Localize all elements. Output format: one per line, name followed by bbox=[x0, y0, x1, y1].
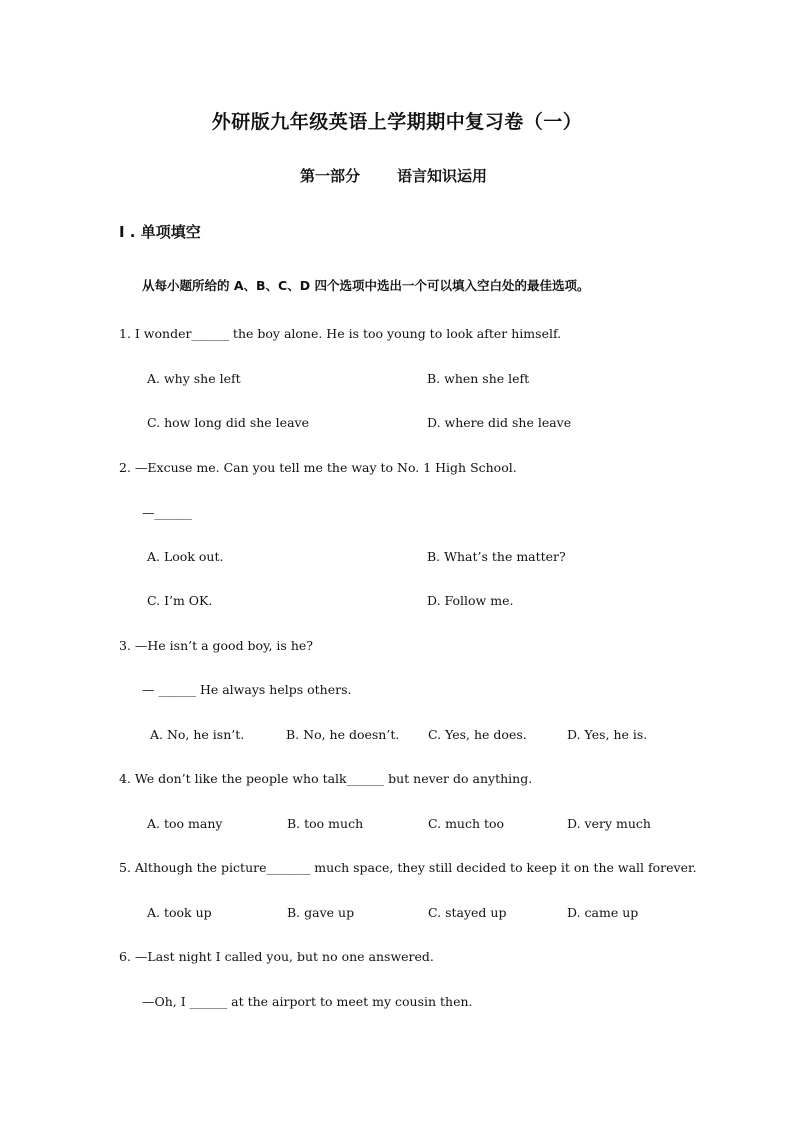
question-2-option-d: D. Follow me. bbox=[427, 593, 514, 608]
question-5-option-c: C. stayed up bbox=[428, 905, 507, 920]
question-6-reply: —Oh, I ______ at the airport to meet my cousin then. bbox=[142, 994, 473, 1009]
question-4-option-d: D. very much bbox=[567, 816, 651, 831]
question-1-option-c: C. how long did she leave bbox=[147, 415, 309, 430]
question-4-option-b: B. too much bbox=[287, 816, 364, 831]
part-number: 第一部分 bbox=[300, 167, 361, 185]
document-title: 外研版九年级英语上学期期中复习卷（一） bbox=[211, 111, 583, 133]
question-4-option-c: C. much too bbox=[428, 816, 505, 831]
question-5-option-a: A. took up bbox=[147, 905, 212, 920]
question-2-option-c: C. I’m OK. bbox=[147, 593, 213, 608]
question-3-option-d: D. Yes, he is. bbox=[567, 727, 648, 742]
question-3: 3. —He isn’t a good boy, is he? bbox=[119, 638, 313, 653]
part-name: 语言知识运用 bbox=[397, 167, 488, 185]
question-5: 5. Although the picture_______ much space, they still decided to keep it on the wall forever. bbox=[119, 860, 697, 875]
question-5-option-b: B. gave up bbox=[287, 905, 355, 920]
question-2-reply: —______ bbox=[142, 505, 192, 520]
question-3-reply: — ______ He always helps others. bbox=[142, 682, 352, 697]
question-1-option-d: D. where did she leave bbox=[427, 415, 572, 430]
question-3-option-c: C. Yes, he does. bbox=[428, 727, 527, 742]
question-2-option-a: A. Look out. bbox=[147, 549, 224, 564]
question-2-option-b: B. What’s the matter? bbox=[427, 549, 566, 564]
question-4: 4. We don’t like the people who talk______ but never do anything. bbox=[119, 771, 533, 786]
question-1-option-b: B. when she left bbox=[427, 371, 530, 386]
question-6: 6. —Last night I called you, but no one answered. bbox=[119, 949, 434, 964]
instructions: 从每小题所给的 A、B、C、D 四个选项中选出一个可以填入空白处的最佳选项。 bbox=[142, 278, 590, 293]
question-3-option-b: B. No, he doesn’t. bbox=[286, 727, 400, 742]
question-1: 1. I wonder______ the boy alone. He is too young to look after himself. bbox=[119, 326, 562, 341]
question-5-option-d: D. came up bbox=[567, 905, 639, 920]
question-4-option-a: A. too many bbox=[147, 816, 223, 831]
question-2: 2. —Excuse me. Can you tell me the way to No. 1 High School. bbox=[119, 460, 517, 475]
question-3-option-a: A. No, he isn’t. bbox=[150, 727, 245, 742]
section-heading: I . 单项填空 bbox=[119, 223, 201, 241]
question-1-option-a: A. why she left bbox=[147, 371, 241, 386]
